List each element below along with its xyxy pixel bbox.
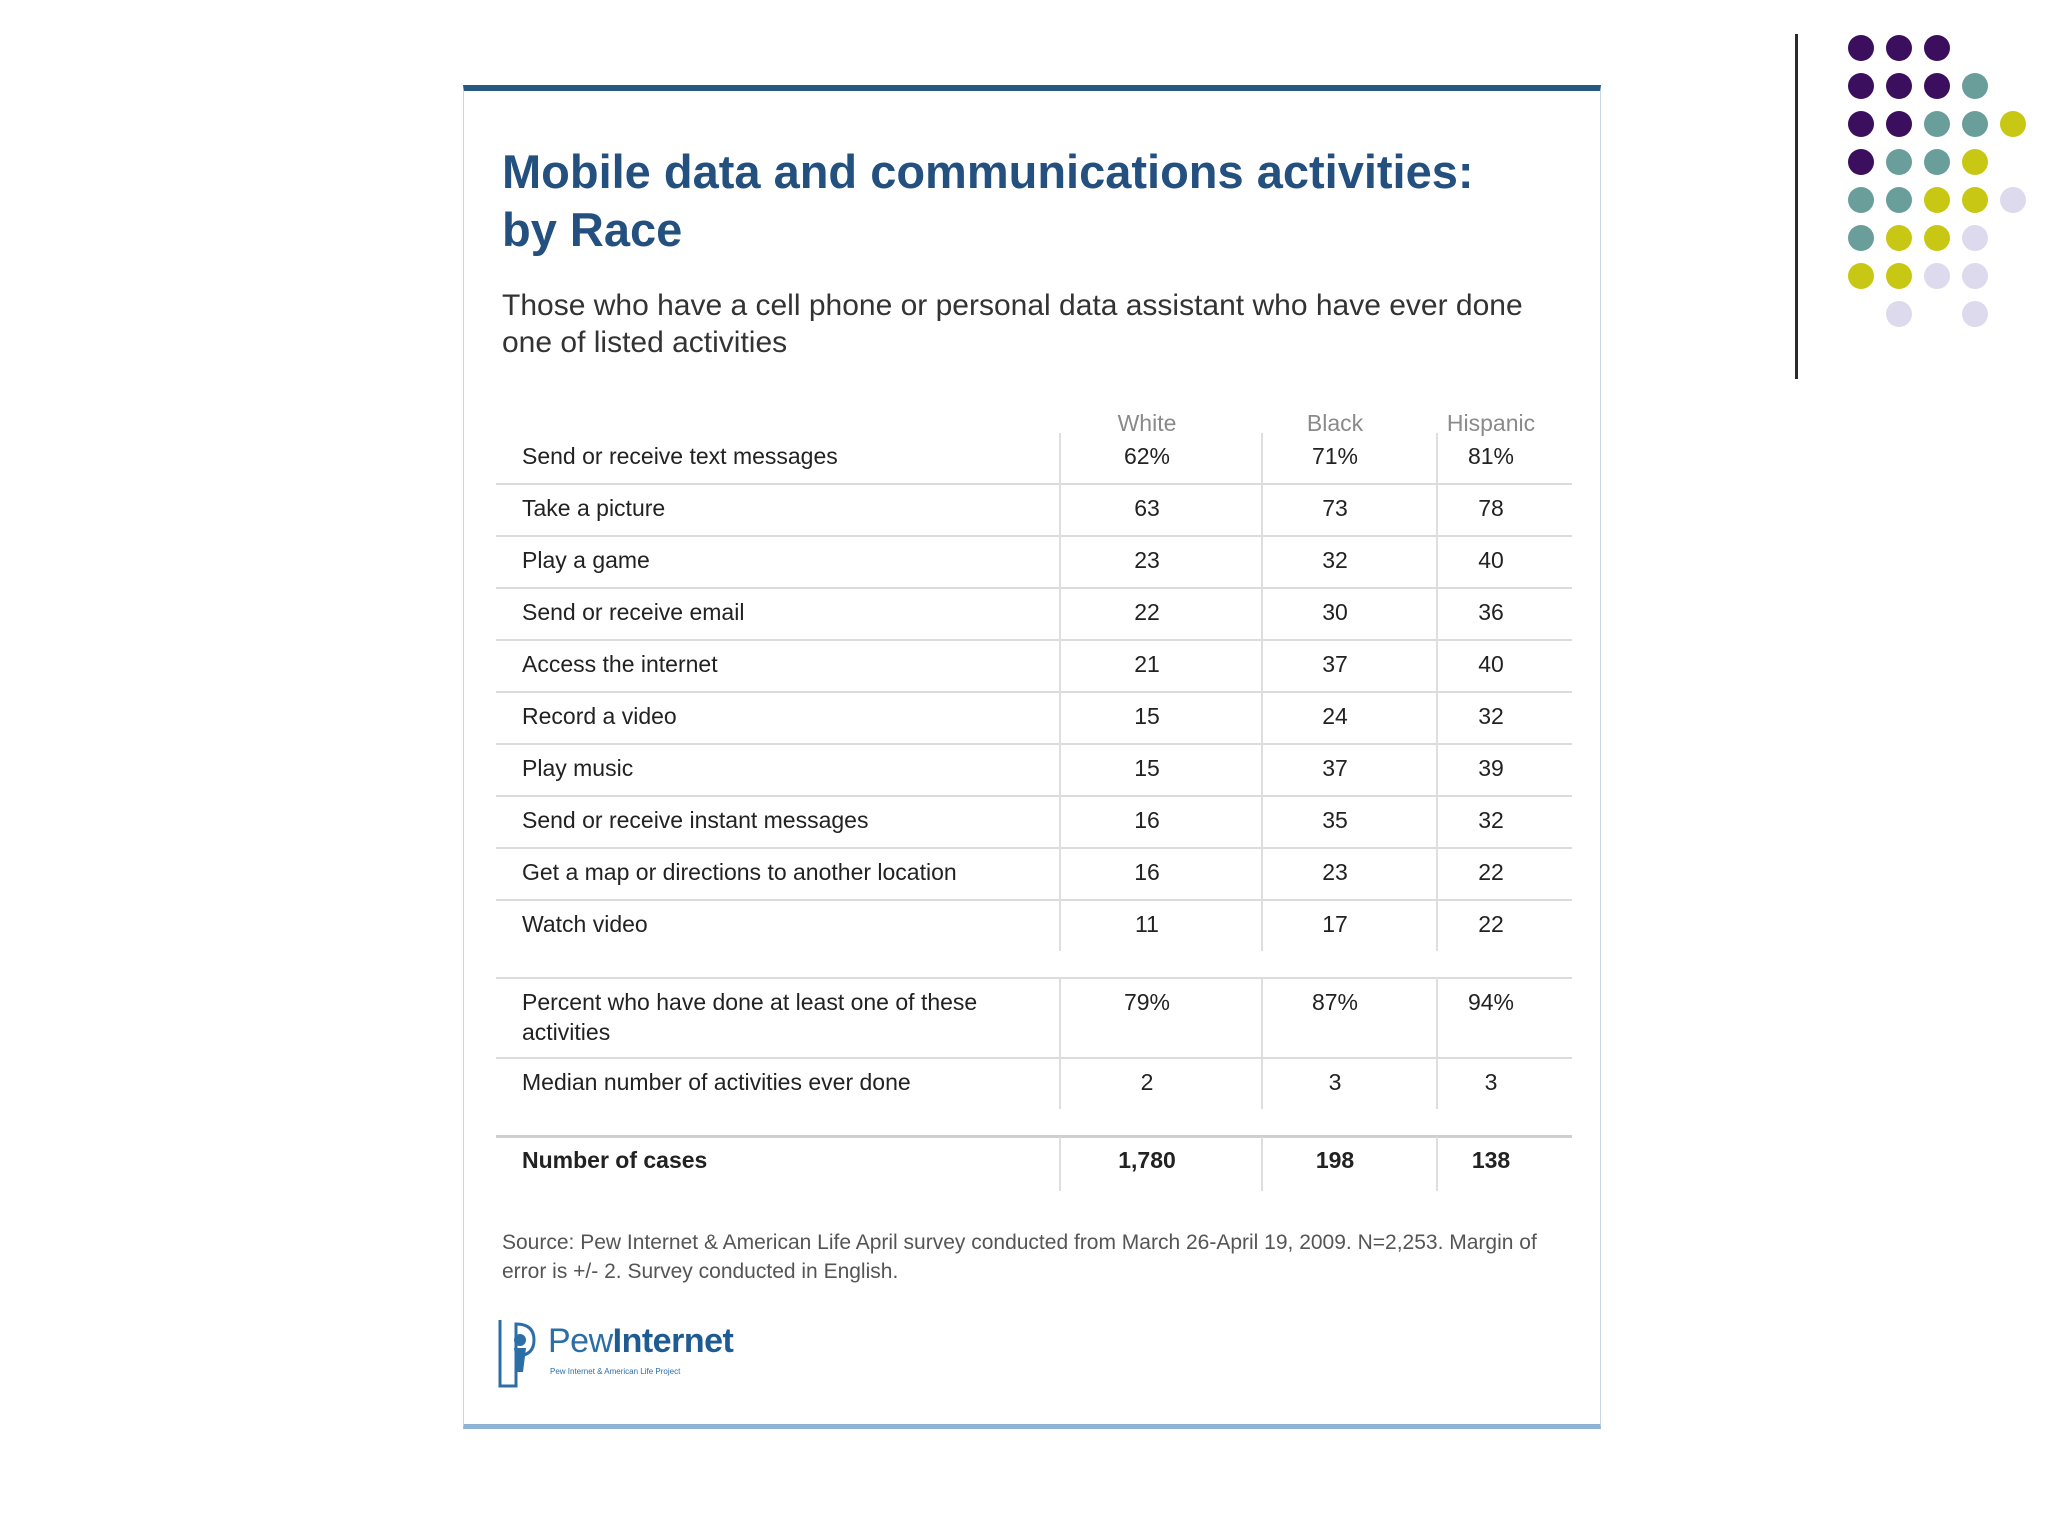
decorative-dot: [1924, 187, 1950, 213]
decorative-dot: [1848, 35, 1874, 61]
column-separator: [1436, 433, 1438, 951]
decorative-dot: [1848, 111, 1874, 137]
decorative-dot: [1886, 187, 1912, 213]
column-header: White: [1117, 410, 1177, 436]
table-divider: [496, 1057, 1572, 1059]
table-cell: 138: [1471, 1147, 1511, 1173]
table-cell: 3: [1484, 1069, 1498, 1095]
row-label: Send or receive text messages: [522, 443, 838, 469]
table-cell: 37: [1322, 651, 1348, 677]
row-label: Play music: [522, 755, 634, 781]
decorative-dot: [1886, 225, 1912, 251]
table-divider: [496, 977, 1572, 979]
table-cell: 35: [1322, 807, 1348, 833]
source-note: Source: Pew Internet & American Life April survey conducted from March 26-April 19, 2009. N=2,253. Margin of error is +/- 2. Survey conducted in English.: [502, 1231, 1537, 1283]
row-label: Percent who have done at least one of these activities: [522, 989, 978, 1045]
table-cell: 32: [1478, 807, 1504, 833]
decorative-dot: [1962, 111, 1988, 137]
chart-subtitle: Those who have a cell phone or personal data assistant who have ever done one of listed activities: [502, 289, 1523, 359]
column-header: Black: [1306, 410, 1364, 436]
row-label: Access the internet: [522, 651, 718, 677]
decorative-dot: [1886, 301, 1912, 327]
table-cell: 40: [1478, 651, 1504, 677]
table-cell: 23: [1134, 547, 1160, 573]
decorative-dot: [1962, 149, 1988, 175]
table-card: [463, 85, 1601, 1429]
vertical-divider: [1795, 34, 1798, 379]
table-cell: 32: [1478, 703, 1504, 729]
decorative-dot: [1924, 73, 1950, 99]
decorative-dot: [1962, 301, 1988, 327]
logo-wordmark: PewInternet: [548, 1322, 734, 1360]
pew-internet-logo: [494, 1316, 754, 1396]
row-label: Watch video: [522, 911, 648, 937]
column-header: Hispanic: [1446, 410, 1536, 436]
row-label: Take a picture: [522, 495, 666, 521]
table-cell: 73: [1322, 495, 1348, 521]
table-cell: 39: [1478, 755, 1504, 781]
decorative-dot: [1962, 187, 1988, 213]
table-cell: 79%: [1123, 989, 1171, 1015]
table-cell: 15: [1134, 703, 1160, 729]
table-cell: 2: [1140, 1069, 1154, 1095]
row-label: Get a map or directions to another location: [522, 859, 957, 885]
table-cell: 37: [1322, 755, 1348, 781]
table-cell: 22: [1134, 599, 1160, 625]
decorative-dot: [1924, 149, 1950, 175]
table-cell: 94%: [1467, 989, 1515, 1015]
table-divider: [496, 743, 1572, 745]
table-cell: 63: [1134, 495, 1160, 521]
table-cell: 17: [1322, 911, 1348, 937]
table-divider: [496, 1135, 1572, 1138]
row-label: Send or receive email: [522, 599, 745, 625]
row-label: Record a video: [522, 703, 677, 729]
table-cell: 198: [1315, 1147, 1355, 1173]
table-cell: 32: [1322, 547, 1348, 573]
table-divider: [496, 795, 1572, 797]
decorative-dot: [1924, 263, 1950, 289]
decorative-dot: [1886, 149, 1912, 175]
column-separator: [1059, 433, 1061, 951]
decorative-dot: [1886, 111, 1912, 137]
table-divider: [496, 483, 1572, 485]
column-separator: [1261, 433, 1263, 951]
row-label: Median number of activities ever done: [522, 1069, 911, 1095]
table-cell: 11: [1135, 911, 1159, 937]
table-divider: [496, 639, 1572, 641]
table-cell: 81%: [1467, 443, 1515, 469]
row-label: Number of cases: [522, 1147, 708, 1173]
column-separator: [1059, 977, 1061, 1109]
table-cell: 1,780: [1118, 1147, 1176, 1173]
decorative-dot: [2000, 111, 2026, 137]
column-separator: [1059, 1137, 1061, 1191]
decorative-dot: [1924, 35, 1950, 61]
table-cell: 22: [1478, 911, 1504, 937]
logo-tagline: Pew Internet & American Life Project: [550, 1367, 681, 1376]
decorative-dot: [1848, 149, 1874, 175]
table-cell: 36: [1478, 599, 1504, 625]
table-divider: [496, 587, 1572, 589]
table-cell: 71%: [1311, 443, 1359, 469]
table-cell: 30: [1322, 599, 1348, 625]
table-cell: 22: [1478, 859, 1504, 885]
pew-logo-icon: [494, 1316, 544, 1390]
table-cell: 87%: [1311, 989, 1359, 1015]
table-cell: 23: [1322, 859, 1348, 885]
table-divider: [496, 847, 1572, 849]
decorative-dot: [1848, 187, 1874, 213]
table-divider: [496, 535, 1572, 537]
table-cell: 21: [1134, 651, 1160, 677]
table-cell: 3: [1328, 1069, 1342, 1095]
table-cell: 62%: [1123, 443, 1171, 469]
column-separator: [1261, 1137, 1263, 1191]
decorative-dot: [1962, 263, 1988, 289]
decorative-dot: [1848, 263, 1874, 289]
table-divider: [496, 899, 1572, 901]
decorative-dot: [1924, 111, 1950, 137]
decorative-dot: [1848, 225, 1874, 251]
table-cell: 16: [1134, 859, 1160, 885]
chart-title: Mobile data and communications activities: by Race: [502, 145, 1474, 256]
table-cell: 15: [1134, 755, 1160, 781]
decorative-dot: [2000, 187, 2026, 213]
table-cell: 24: [1322, 703, 1348, 729]
decorative-dot: [1886, 35, 1912, 61]
table-cell: 16: [1134, 807, 1160, 833]
row-label: Send or receive instant messages: [522, 807, 869, 833]
decorative-dot: [1924, 225, 1950, 251]
column-separator: [1261, 977, 1263, 1109]
table-cell: 78: [1478, 495, 1504, 521]
row-label: Play a game: [522, 547, 650, 573]
decorative-dot: [1848, 73, 1874, 99]
column-separator: [1436, 977, 1438, 1109]
decorative-dot: [1962, 73, 1988, 99]
table-divider: [496, 691, 1572, 693]
decorative-dot: [1886, 263, 1912, 289]
table-cell: 40: [1478, 547, 1504, 573]
decorative-dot: [1886, 73, 1912, 99]
decorative-dot: [1962, 225, 1988, 251]
column-separator: [1436, 1137, 1438, 1191]
